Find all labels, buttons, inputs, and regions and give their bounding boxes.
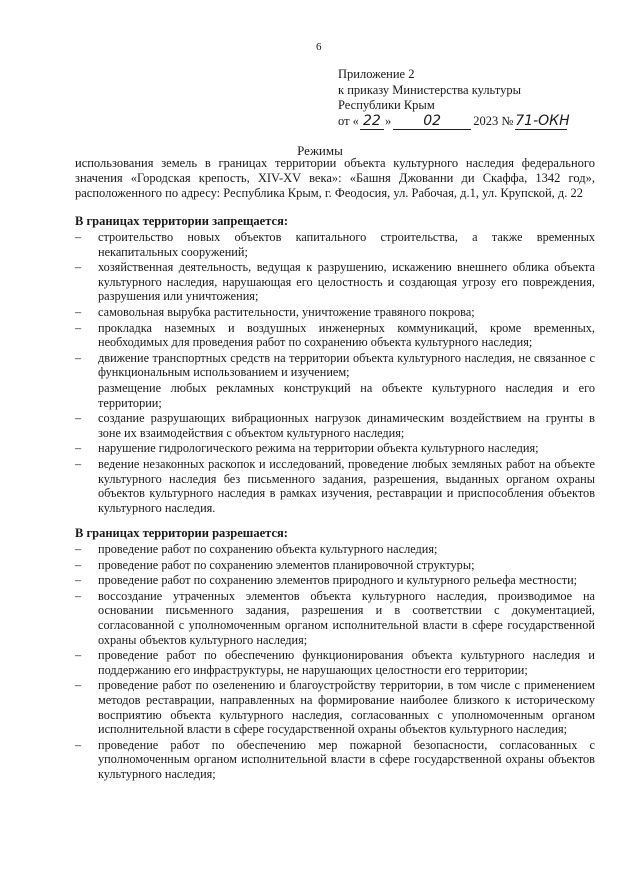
permitted-item [75,648,595,677]
annex-header [338,67,588,130]
prohibited-item [75,230,595,259]
prohibited-list [75,230,595,516]
prohibited-item [75,441,595,456]
prohibited-item [75,321,595,350]
permitted-item [75,573,595,588]
annex-date-line [338,114,588,131]
prohibited-item [75,411,595,440]
date-mid: » [384,113,392,128]
list-dash: – [75,737,82,752]
list-item-text: строительство новых объектов капитального строительства, а также временных некапитальных сооружений; [98,230,595,259]
list-item-text: создание разрушающих вибрационных нагрузок динамическим воздействием на грунты в зоне их взаимодействия с объектом культурного наследия; [98,411,595,440]
prohibited-item [75,351,595,380]
document-title: Режимы [297,143,343,158]
list-dash: – [75,573,82,588]
list-dash: – [75,230,82,244]
list-dash: – [75,456,82,471]
list-item-text: проведение работ по обеспечению функционирования объекта культурного наследия и поддержанию его инфраструктуры, не нарушающих целостности его территории; [98,648,595,677]
prohibited-item [75,457,595,515]
list-item-text: размещение любых рекламных конструкций на объекте культурного наследия и его территории; [98,380,595,410]
list-item-text: проведение работ по сохранению объекта культурного наследия; [98,542,438,556]
annex-title: Приложение 2 [338,67,415,81]
list-item-text: движение транспортных средств на территории объекта культурного наследия, не связанное с функциональным использованием и изучением; [98,350,595,380]
permitted-item [75,678,595,736]
permitted-list [75,542,595,783]
list-item-text: проведение работ по озеленению и благоустройству территории, в том числе с применением методов реставрации, направленных на формирование наиболее близкого к историческому восприятию объекта культурного наследия, согласованных с уполномоченным органом исполнительной власти в сфере государственной охраны объектов культурного наследия; [98,678,595,737]
handwritten-day: 22 [360,114,384,131]
permitted-item [75,558,595,573]
page-number: 6 [316,41,322,53]
list-item-text: воссоздание утраченных элементов объекта культурного наследия, производимое на основании письменного задания, разрешения и в соответствии с документацией, согласованной с уполномоченным органом исполнительной власти в сфере государственной охраны объектов культурного наследия; [98,588,595,647]
prohibited-item [75,260,595,304]
list-dash: – [75,411,82,426]
annex-order-ref: к приказу Министерства культуры [338,82,521,97]
prohibited-item [75,305,595,320]
year-text: 2023 № [473,113,514,128]
prohibited-heading: В границах территории запрещается: [75,214,289,228]
list-dash: – [75,350,82,365]
permitted-heading: В границах территории разрешается: [75,526,288,540]
annex-region: Республики Крым [338,98,435,112]
list-dash: – [75,441,82,456]
handwritten-order-number: 71-ОКН [515,112,570,129]
permitted-item [75,738,595,782]
list-item-text: проведение работ по сохранению элементов природного и культурного рельефа местности; [98,573,578,588]
list-item-text: ведение незаконных раскопок и исследований, проведение любых земляных работ на объекте культурного наследия без письменного задания, разрешения, выданных органом охраны объектов культурного наследия в рамках изучения, реставрации и приспособления объектов культурного наследия. [98,456,595,515]
list-dash: – [75,678,82,693]
list-dash: – [75,588,82,603]
prohibited-item [75,381,595,410]
list-dash: – [75,542,82,556]
list-dash: – [75,304,82,319]
permitted-item [75,542,595,557]
list-dash: – [75,557,82,572]
list-item-text: проведение работ по сохранению элементов планировочной структуры; [98,557,475,572]
list-dash: – [75,260,82,275]
handwritten-month: 02 [393,114,471,131]
list-item-text: прокладка наземных и воздушных инженерных коммуникаций, кроме временных, необходимых для проведения работ по сохранению объекта культурного наследия; [98,320,595,350]
list-item-text: хозяйственная деятельность, ведущая к разрушению, искажению внешнего облика объекта культурного наследия, нарушающая его целостность и создающая угрозу его повреждения, разрушения или уничтожения; [98,260,595,304]
intro-paragraph: использования земель в границах территории объекта культурного наследия федерального значения «Городская крепость, XIV-XV века»: «Башня Джованни ди Скаффа, 1342 год», расположенного по адресу: Республика Крым, г. Феодосия, ул. Рабочая, д.1, ул. Крупской, д. 22 [75,156,595,200]
list-item-text: проведение работ по обеспечению мер пожарной безопасности, согласованных с уполномоченным органом исполнительной власти в сфере государственной охраны объектов культурного наследия; [98,737,595,781]
date-prefix: от « [338,113,359,128]
permitted-item [75,589,595,647]
list-dash: – [75,320,82,335]
list-dash: – [75,648,82,663]
list-item-text: самовольная вырубка растительности, уничтожение травяного покрова; [98,304,475,319]
list-item-text: нарушение гидрологического режима на территории объекта культурного наследия; [98,441,539,456]
